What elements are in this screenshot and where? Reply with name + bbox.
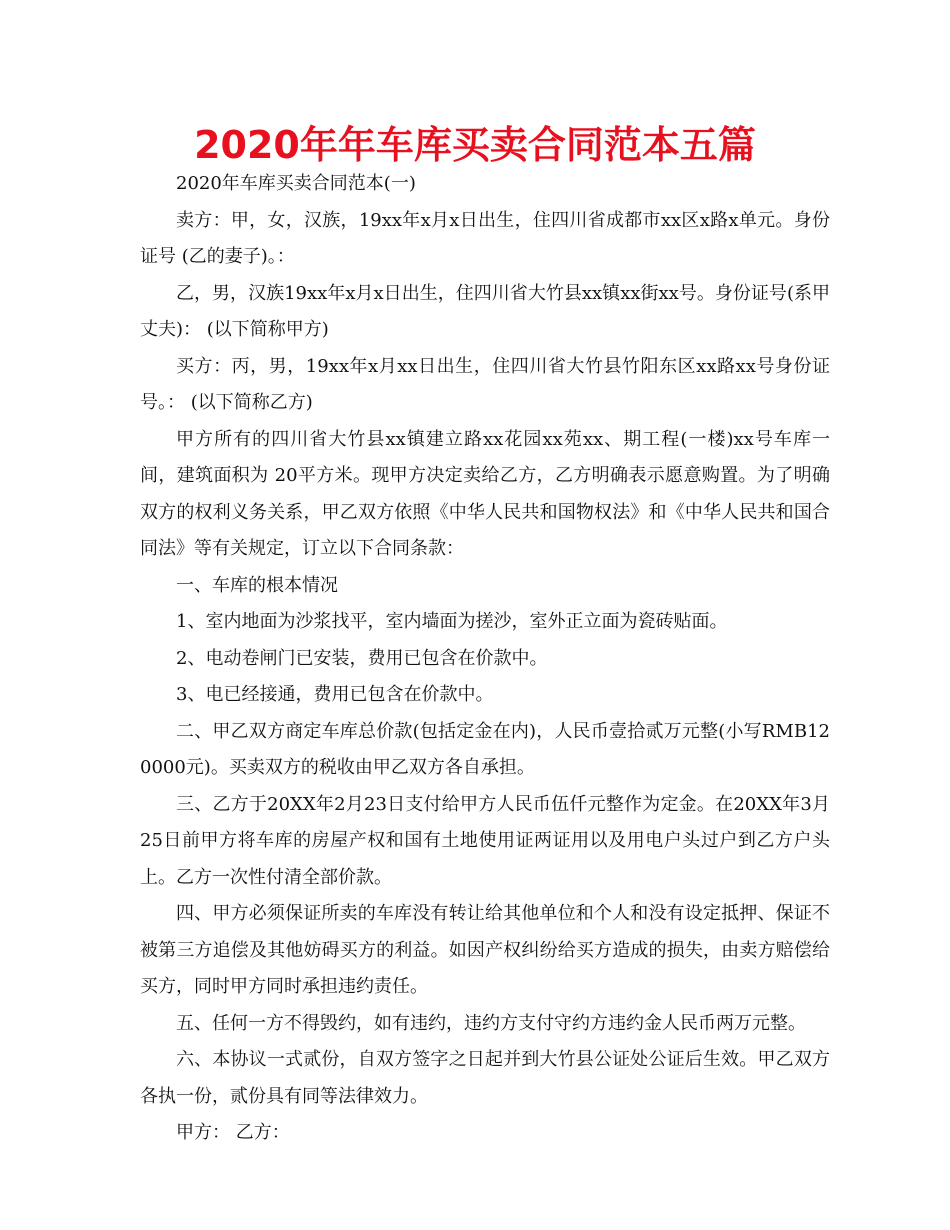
clause-4-paragraph: 四、甲方必须保证所卖的车库没有转让给其他单位和个人和没有设定抵押、保证不被第三方追偿及其他妨碍买方的利益。如因产权纠纷给买方造成的损失，由卖方赔偿给买方，同时甲方同时承担违约责任。	[140, 903, 830, 997]
clause-1-item-3: 3、电已经接通，费用已包含在价款中。	[176, 684, 494, 705]
clause-5-paragraph: 五、任何一方不得毁约，如有违约，违约方支付守约方违约金人民币两万元整。	[176, 1012, 806, 1034]
signature-line: 甲方： 乙方：	[176, 1122, 290, 1143]
seller-info-paragraph: 卖方：甲，女，汉族，19xx年x月x日出生，住四川省成都市xx区x路x单元。身份证号 (乙的妻子)。：	[140, 209, 830, 267]
document-title: 2020年年车库买卖合同范本五篇	[194, 123, 756, 167]
buyer-info-paragraph: 买方：丙，男，19xx年x月xx日出生，住四川省大竹县竹阳东区xx路xx号身份证号。： (以下简称乙方)	[140, 355, 830, 413]
clause-6-paragraph: 六、本协议一式贰份，自双方签字之日起并到大竹县公证处公证后生效。甲乙双方各执一份，贰份具有同等法律效力。	[140, 1049, 830, 1107]
clause-1-item-2: 2、电动卷闸门已安装，费用已包含在价款中。	[176, 647, 548, 669]
clause-1-item-1: 1、室内地面为沙浆找平，室内墙面为搓沙，室外正立面为瓷砖贴面。	[176, 611, 728, 632]
clause-2-paragraph: 二、甲乙双方商定车库总价款(包括定金在内)，人民币壹拾贰万元整(小写RMB120000元)。买卖双方的税收由甲乙双方各自承担。	[140, 720, 830, 778]
property-description-paragraph: 甲方所有的四川省大竹县xx镇建立路xx花园xx苑xx、期工程(一楼)xx号车库一间，建筑面积为 20平方米。现甲方决定卖给乙方，乙方明确表示愿意购置。为了明确双方的权利义务关系，甲乙双方依照《中华人民共和国物权法》和《中华人民共和国合同法》等有关规定，订立以下合同条款：	[140, 428, 830, 559]
document-body	[140, 166, 830, 1152]
section-heading: 2020年车库买卖合同范本(一)	[176, 173, 416, 194]
seller-spouse-paragraph: 乙，男，汉族19xx年x月x日出生，住四川省大竹县xx镇xx街xx号。身份证号(系甲丈夫)： (以下简称甲方)	[140, 282, 830, 340]
clause-1-heading: 一、车库的根本情况	[176, 574, 338, 596]
clause-3-paragraph: 三、乙方于20XX年2月23日支付给甲方人民币伍仟元整作为定金。在20XX年3月25日前甲方将车库的房屋产权和国有土地使用证两证用以及用电户头过户到乙方户头上。乙方一次性付清全部价款。	[140, 793, 830, 888]
